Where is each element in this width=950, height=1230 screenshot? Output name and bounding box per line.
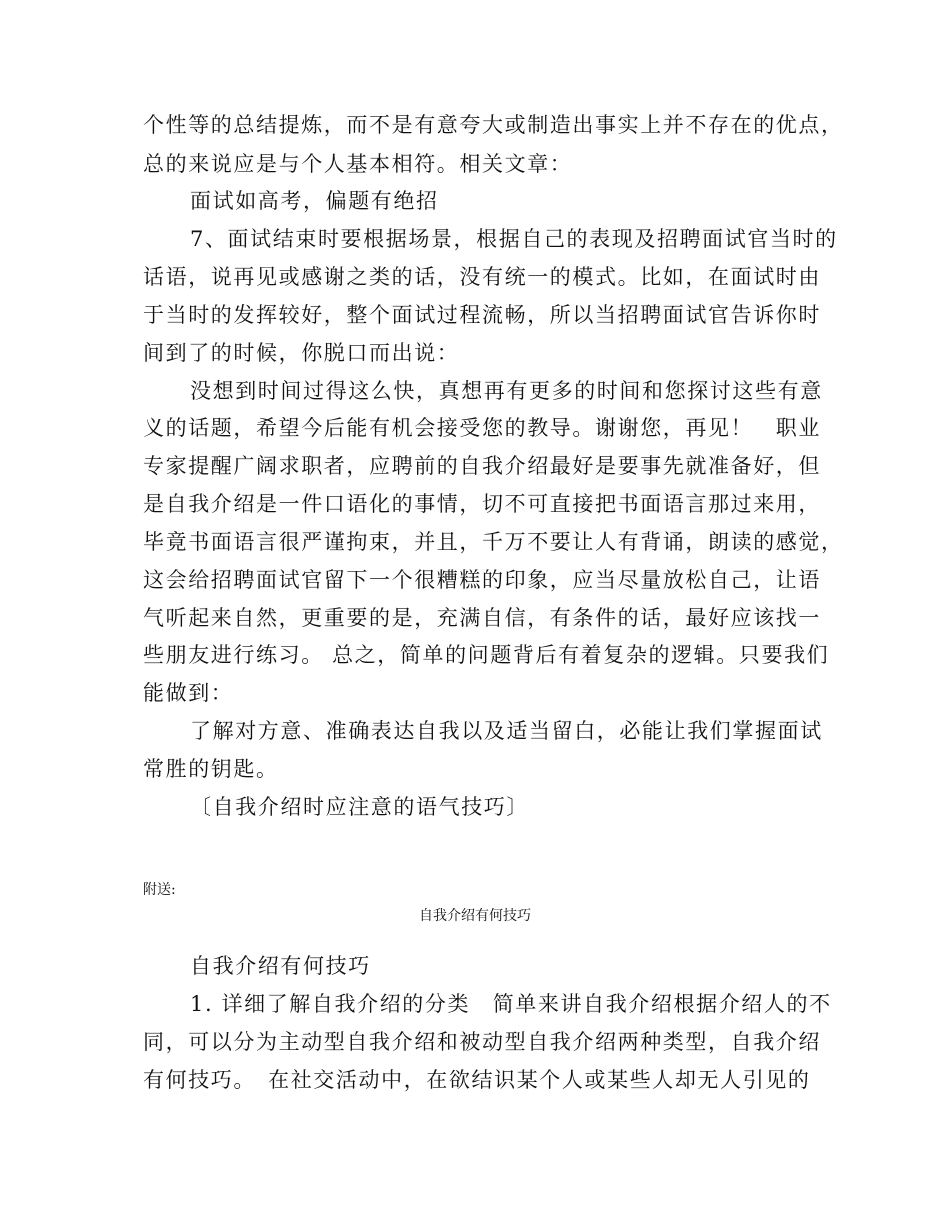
body-line-9: 义的话题，希望今后能有机会接受您的教导。谢谢您，再见！ 职业 — [143, 416, 821, 440]
body-line-1: 个性等的总结提炼，而不是有意夸大或制造出事实上并不存在的优点， — [143, 113, 844, 137]
body-line-13: 这会给招聘面试官留下一个很糟糕的印象，应当尽量放松自己，让语 — [143, 568, 821, 592]
appendix-line-1: 1. 详细了解自我介绍的分类 简单来讲自我介绍根据介绍人的不 — [190, 992, 832, 1016]
body-line-16: 能做到： — [143, 681, 234, 705]
appendix-line-3: 有何技巧。 在社交活动中，在欲结识某个人或某些人却无人引见的 — [143, 1068, 811, 1092]
appendix-line-2: 同，可以分为主动型自我介绍和被动型自我介绍两种类型，自我介绍 — [143, 1030, 821, 1054]
body-line-8: 没想到时间过得这么快，真想再有更多的时间和您探讨这些有意 — [190, 379, 823, 403]
body-line-7: 间到了的时候，你脱口而出说： — [143, 341, 460, 365]
body-line-2: 总的来说应是与个人基本相符。相关文章： — [143, 152, 573, 176]
body-line-17: 了解对方意、准确表达自我以及适当留白，必能让我们掌握面试 — [190, 719, 823, 743]
body-line-14: 气听起来自然，更重要的是，充满自信，有条件的话，最好应该找一 — [143, 606, 821, 630]
appendix-label: 附送: — [143, 882, 176, 898]
body-line-10: 专家提醒广阔求职者，应聘前的自我介绍最好是要事先就准备好，但 — [143, 454, 821, 478]
related-article-title: 面试如高考，偏题有绝招 — [190, 189, 439, 213]
body-line-15: 些朋友进行练习。 总之，简单的问题背后有着复杂的逻辑。只要我们 — [143, 643, 830, 667]
body-line-18: 常胜的钥匙。 — [143, 757, 279, 781]
body-line-4: 7、面试结束时要根据场景，根据自己的表现及招聘面试官当时的 — [190, 227, 838, 251]
body-line-11: 是自我介绍是一件口语化的事情，切不可直接把书面语言那过来用， — [143, 492, 821, 516]
appendix-title: 自我介绍有何技巧 — [419, 908, 531, 924]
appendix-heading: 自我介绍有何技巧 — [190, 954, 371, 978]
body-line-5: 话语，说再见或感谢之类的话，没有统一的模式。比如，在面试时由 — [143, 265, 821, 289]
body-line-6: 于当时的发挥较好，整个面试过程流畅，所以当招聘面试官告诉你时 — [143, 303, 821, 327]
source-title: 〔自我介绍时应注意的语气技巧〕 — [190, 795, 529, 819]
body-line-12: 毕竟书面语言很严谨拘束，并且，千万不要让人有背诵，朗读的感觉， — [143, 530, 844, 554]
